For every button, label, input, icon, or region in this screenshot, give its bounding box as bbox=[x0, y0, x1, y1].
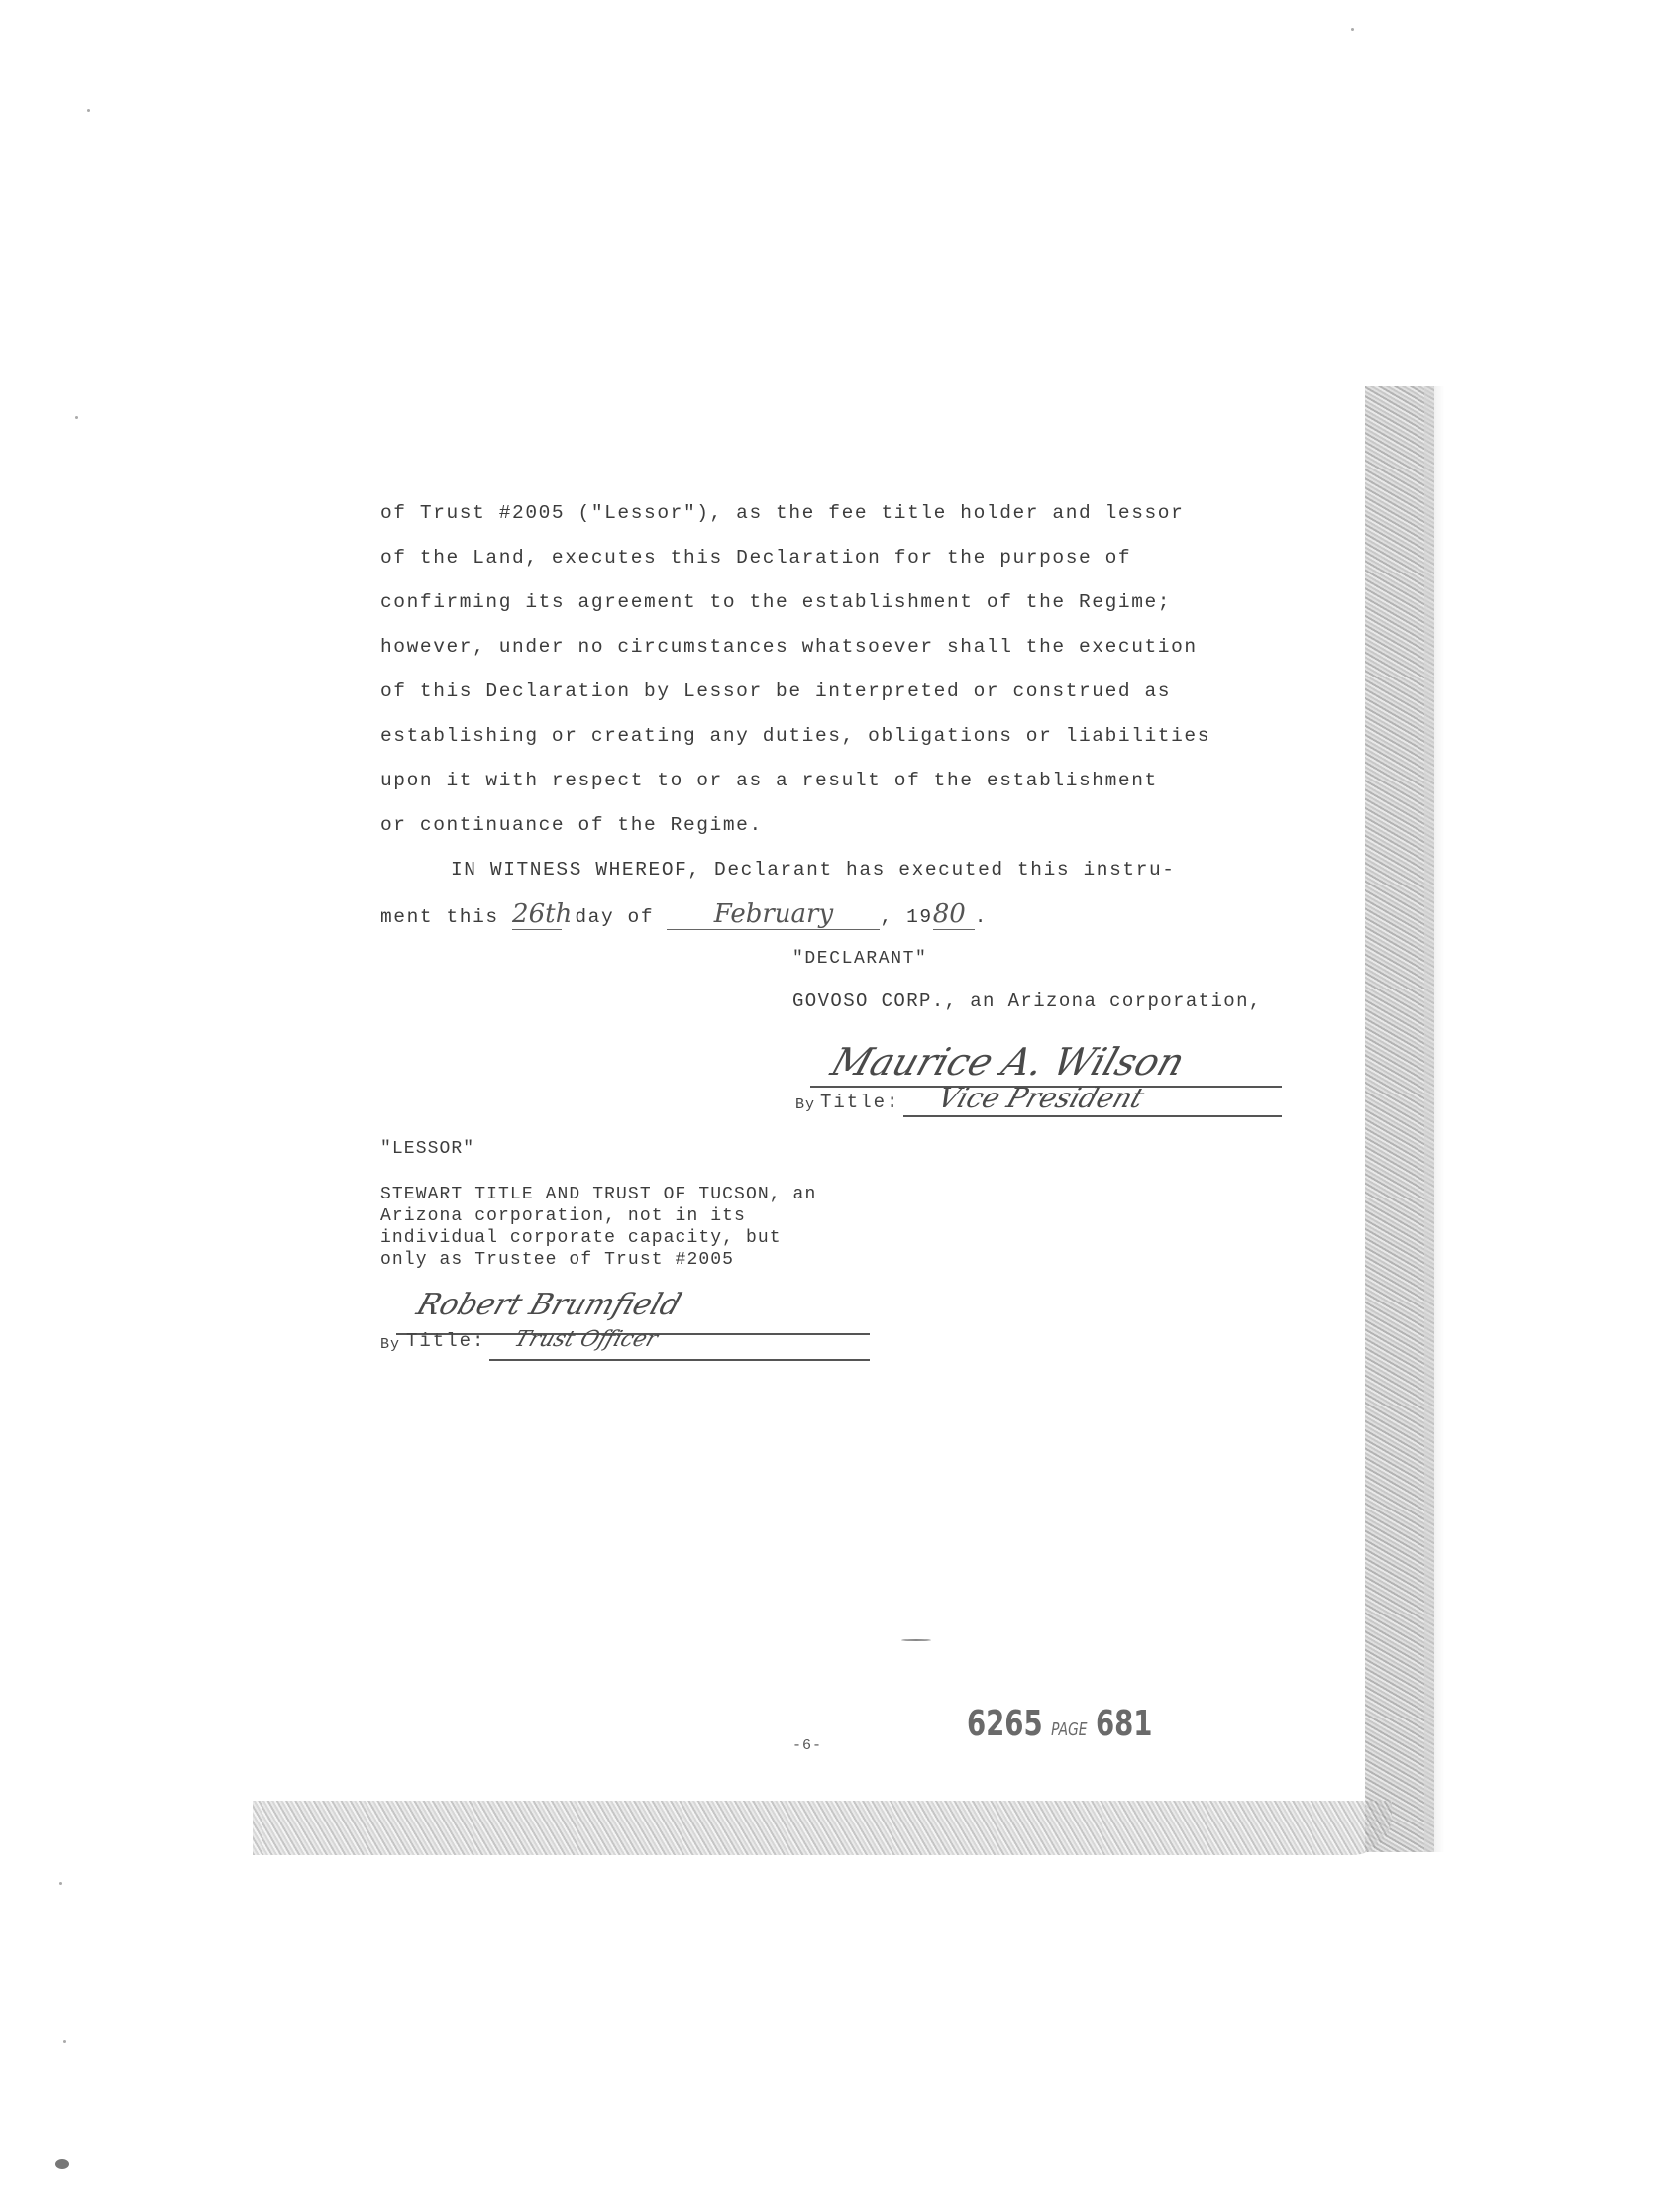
witness-prefix: ment this bbox=[380, 906, 499, 928]
lessor-title-row bbox=[406, 1327, 662, 1352]
paragraph-line: of Trust #2005 ("Lessor"), as the fee title holder and lessor bbox=[380, 502, 1185, 524]
scan-speck bbox=[75, 416, 78, 419]
lessor-entity-line: individual corporate capacity, but bbox=[380, 1228, 782, 1248]
day-of-label: day of bbox=[575, 906, 655, 928]
month-handwritten: February bbox=[713, 899, 834, 929]
scan-speck bbox=[901, 1639, 931, 1641]
declarant-title-row bbox=[820, 1082, 1149, 1114]
paragraph-line: establishing or creating any duties, obligations or liabilities bbox=[380, 725, 1211, 747]
paragraph-line: of this Declaration by Lessor be interpreted or construed as bbox=[380, 680, 1172, 702]
scan-shadow-bottom bbox=[253, 1801, 1392, 1855]
lessor-entity-line: Arizona corporation, not in its bbox=[380, 1206, 746, 1226]
page-number: -6- bbox=[792, 1737, 823, 1754]
scan-speck bbox=[59, 1882, 62, 1885]
declarant-title-line bbox=[903, 1115, 1282, 1117]
month-underline bbox=[667, 899, 880, 930]
stamp-book-number: 6265 bbox=[967, 1704, 1043, 1744]
scan-speck bbox=[1351, 28, 1354, 31]
paragraph-line: or continuance of the Regime. bbox=[380, 814, 763, 836]
witness-period: . bbox=[974, 906, 988, 928]
declarant-heading: "DECLARANT" bbox=[792, 949, 928, 969]
paragraph-line: however, under no circumstances whatsoever shall the execution bbox=[380, 636, 1198, 658]
scan-speck bbox=[63, 2040, 66, 2043]
paragraph-line: of the Land, executes this Declaration for the purpose of bbox=[380, 547, 1132, 569]
declarant-signature: Maurice A. Wilson bbox=[825, 1040, 1191, 1084]
declarant-title-handwritten: Vice President bbox=[933, 1082, 1149, 1114]
scan-speck bbox=[87, 109, 90, 112]
declarant-title-label: Title: bbox=[820, 1092, 900, 1113]
stamp-page-number: 681 bbox=[1095, 1704, 1153, 1744]
lessor-entity-line: only as Trustee of Trust #2005 bbox=[380, 1250, 735, 1270]
witness-clause-line-1: IN WITNESS WHEREOF, Declarant has executed this instru- bbox=[451, 859, 1176, 881]
scan-shadow-right bbox=[1365, 386, 1434, 1852]
lessor-entity-line: STEWART TITLE AND TRUST OF TUCSON, an bbox=[380, 1185, 817, 1204]
paragraph-line: upon it with respect to or as a result of the establishment bbox=[380, 770, 1158, 791]
lessor-title-label: Title: bbox=[406, 1330, 486, 1352]
recording-stamp bbox=[967, 1704, 1152, 1744]
lessor-title-line bbox=[489, 1359, 870, 1361]
year-underline bbox=[933, 899, 975, 930]
lessor-heading: "LESSOR" bbox=[380, 1139, 475, 1159]
lessor-signature: Robert Brumfield bbox=[411, 1288, 685, 1322]
year-handwritten: 80 bbox=[932, 899, 966, 929]
day-underline bbox=[512, 899, 573, 930]
stamp-page-label: PAGE bbox=[1051, 1719, 1088, 1740]
scan-speck bbox=[55, 2159, 69, 2169]
witness-clause-line-2 bbox=[380, 899, 988, 930]
declarant-by-label: By bbox=[795, 1096, 816, 1113]
declarant-entity: GOVOSO CORP., an Arizona corporation, bbox=[792, 990, 1262, 1012]
lessor-title-handwritten: Trust Officer bbox=[510, 1327, 662, 1352]
day-handwritten: 26th bbox=[512, 899, 573, 929]
year-prefix: , 19 bbox=[880, 906, 933, 928]
lessor-by-label: By bbox=[380, 1336, 401, 1353]
paragraph-line: confirming its agreement to the establishment of the Regime; bbox=[380, 591, 1172, 613]
